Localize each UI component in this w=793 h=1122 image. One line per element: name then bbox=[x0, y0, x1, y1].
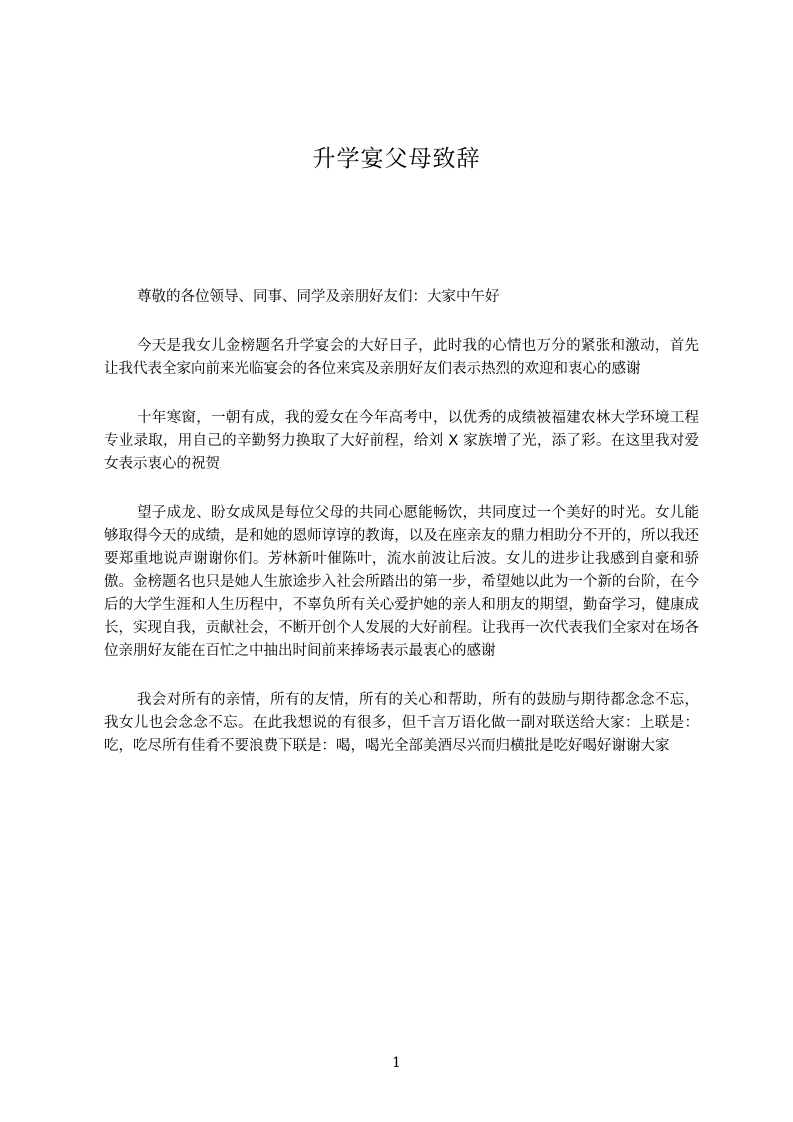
paragraph-greeting: 尊敬的各位领导、同事、同学及亲朋好友们：大家中午好 bbox=[137, 289, 500, 305]
paragraph-achievement: 十年寒窗，一朝有成，我的爱女在今年高考中，以优秀的成绩被福建农林大学环境工程专业录取，用自己的辛勤努力换取了大好前程，给刘 X 家族增了光，添了彩。在这里我对爱女表示衷心的祝贺 bbox=[104, 410, 699, 472]
paragraph-welcome: 今天是我女儿金榜题名升学宴会的大好日子，此时我的心情也万分的紧张和激动，首先让我代表全家向前来光临宴会的各位来宾及亲朋好友们表示热烈的欢迎和衷心的感谢 bbox=[104, 338, 699, 377]
paragraph-gratitude: 望子成龙、盼女成凤是每位父母的共同心愿能畅饮，共同度过一个美好的时光。女儿能够取得今天的成绩，是和她的恩师谆谆的教诲，以及在座亲友的鼎力相助分不开的，所以我还要郑重地说声谢谢你们。芳林新叶催陈叶，流水前波让后波。女儿的进步让我感到自豪和骄傲。金榜题名也只是她人生旅途步入社会所踏出的第一步，希望她以此为一个新的台阶，在今后的大学生涯和人生历程中，不辜负所有关心爱护她的亲人和朋友的期望，勤奋学习，健康成长，实现自我，贡献社会，不断开创个人发展的大好前程。让我再一次代表我们全家对在场各位亲朋好友能在百忙之中抽出时间前来捧场表示最衷心的感谢 bbox=[104, 505, 699, 659]
document-title: 升学宴父母致辞 bbox=[312, 146, 481, 172]
paragraph-closing: 我会对所有的亲情，所有的友情，所有的关心和帮助，所有的鼓励与期待都念念不忘，我女儿也会念念不忘。在此我想说的有很多，但千言万语化做一副对联送给大家：上联是：吃，吃尽所有佳肴不要浪费下联是：喝，喝光全部美酒尽兴而归横批是吃好喝好谢谢大家 bbox=[104, 692, 699, 754]
page-number: 1 bbox=[392, 1055, 401, 1071]
document-body bbox=[104, 286, 699, 784]
